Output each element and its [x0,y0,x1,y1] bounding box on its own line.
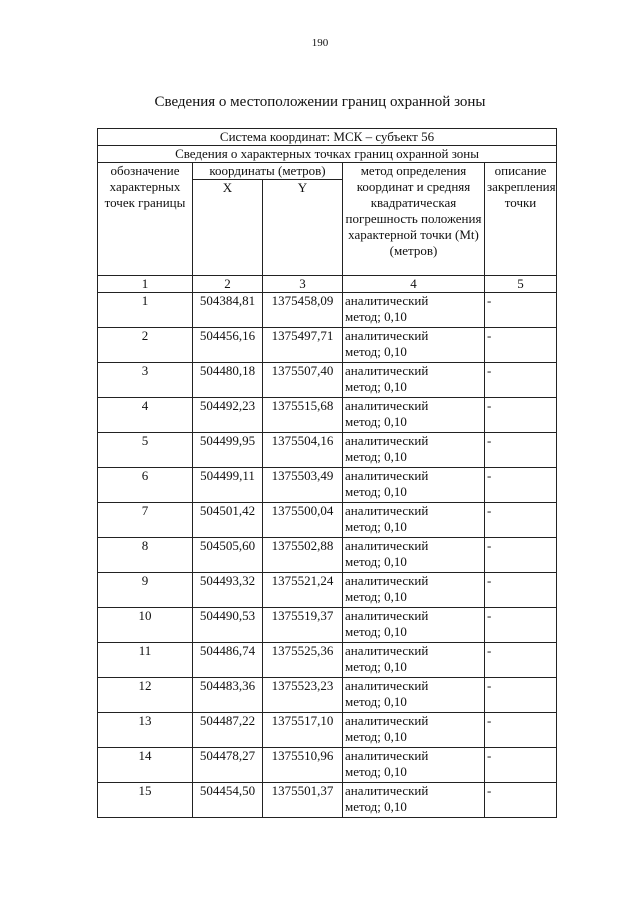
x-coordinate: 504499,95 [193,433,263,468]
method-line: метод; 0,10 [345,379,407,394]
x-column-header: X [193,180,263,276]
method-cell [343,748,485,783]
table-row [98,503,557,538]
method-line: метод; 0,10 [345,624,407,639]
description-cell: - [485,678,557,713]
x-coordinate: 504490,53 [193,608,263,643]
method-line: аналитический [345,573,429,588]
point-number: 6 [98,468,193,503]
method-line: метод; 0,10 [345,484,407,499]
x-coordinate: 504492,23 [193,398,263,433]
method-cell [343,503,485,538]
method-line: аналитический [345,748,429,763]
column-number: 1 [98,276,193,293]
x-coordinate: 504384,81 [193,293,263,328]
x-coordinate: 504487,22 [193,713,263,748]
method-line: метод; 0,10 [345,589,407,604]
method-line: метод; 0,10 [345,414,407,429]
y-coordinate: 1375517,10 [263,713,343,748]
x-coordinate: 504486,74 [193,643,263,678]
point-number: 1 [98,293,193,328]
method-line: метод; 0,10 [345,554,407,569]
table-row [98,538,557,573]
point-number: 13 [98,713,193,748]
point-number: 7 [98,503,193,538]
x-coordinate: 504483,36 [193,678,263,713]
point-number: 10 [98,608,193,643]
column-number: 2 [193,276,263,293]
method-cell [343,468,485,503]
y-column-header: Y [263,180,343,276]
y-coordinate: 1375500,04 [263,503,343,538]
description-cell: - [485,328,557,363]
point-number: 9 [98,573,193,608]
y-coordinate: 1375497,71 [263,328,343,363]
x-coordinate: 504454,50 [193,783,263,818]
method-line: аналитический [345,433,429,448]
coordinates-column-header: координаты (метров) [193,163,343,180]
characteristic-points-header: Сведения о характерных точках границ охранной зоны [98,146,557,163]
method-cell [343,573,485,608]
coordinates-table [97,128,557,818]
y-coordinate: 1375523,23 [263,678,343,713]
method-cell [343,328,485,363]
method-cell [343,678,485,713]
point-number: 15 [98,783,193,818]
description-cell: - [485,538,557,573]
method-line: аналитический [345,468,429,483]
method-line: метод; 0,10 [345,799,407,814]
y-coordinate: 1375507,40 [263,363,343,398]
table-row [98,398,557,433]
designation-column-header: обозначение характерных точек границы [98,163,193,276]
method-line: аналитический [345,503,429,518]
y-coordinate: 1375525,36 [263,643,343,678]
method-line: аналитический [345,608,429,623]
method-line: аналитический [345,293,429,308]
method-cell [343,433,485,468]
y-coordinate: 1375502,88 [263,538,343,573]
description-column-header: описание закрепления точки [485,163,557,276]
x-coordinate: 504505,60 [193,538,263,573]
table-row [98,643,557,678]
y-coordinate: 1375503,49 [263,468,343,503]
table-row [98,608,557,643]
point-number: 8 [98,538,193,573]
method-line: аналитический [345,363,429,378]
point-number: 2 [98,328,193,363]
description-cell: - [485,748,557,783]
x-coordinate: 504478,27 [193,748,263,783]
description-cell: - [485,643,557,678]
method-cell [343,538,485,573]
table-row [98,713,557,748]
point-number: 11 [98,643,193,678]
y-coordinate: 1375458,09 [263,293,343,328]
method-line: метод; 0,10 [345,309,407,324]
document-title: Сведения о местоположении границ охранной зоны [154,94,486,110]
method-line: метод; 0,10 [345,519,407,534]
x-coordinate: 504501,42 [193,503,263,538]
column-number-row [98,276,557,293]
y-coordinate: 1375521,24 [263,573,343,608]
table-row [98,468,557,503]
column-number: 5 [485,276,557,293]
description-cell: - [485,468,557,503]
method-line: метод; 0,10 [345,449,407,464]
y-coordinate: 1375510,96 [263,748,343,783]
method-line: аналитический [345,538,429,553]
y-coordinate: 1375519,37 [263,608,343,643]
table-row [98,328,557,363]
table-row [98,783,557,818]
table-row [98,363,557,398]
table-row [98,293,557,328]
method-line: аналитический [345,398,429,413]
page-number: 190 [311,37,329,49]
table-row [98,678,557,713]
point-number: 12 [98,678,193,713]
method-cell [343,643,485,678]
x-coordinate: 504480,18 [193,363,263,398]
method-line: аналитический [345,783,429,798]
method-line: аналитический [345,678,429,693]
method-line: метод; 0,10 [345,694,407,709]
table-row [98,433,557,468]
table-row [98,573,557,608]
x-coordinate: 504493,32 [193,573,263,608]
coordinate-system-header: Система координат: МСК – субъект 56 [98,129,557,146]
y-coordinate: 1375504,16 [263,433,343,468]
point-number: 3 [98,363,193,398]
description-cell: - [485,433,557,468]
method-column-header: метод определения координат и средняя квадратическая погрешность положения характерной точки (Mt) (метров) [343,163,485,276]
description-cell: - [485,783,557,818]
description-cell: - [485,608,557,643]
method-line: аналитический [345,643,429,658]
y-coordinate: 1375515,68 [263,398,343,433]
description-cell: - [485,573,557,608]
method-cell [343,713,485,748]
table-row [98,748,557,783]
method-line: метод; 0,10 [345,764,407,779]
method-cell [343,398,485,433]
point-number: 4 [98,398,193,433]
description-cell: - [485,713,557,748]
point-number: 5 [98,433,193,468]
method-cell [343,363,485,398]
method-line: аналитический [345,713,429,728]
method-line: метод; 0,10 [345,344,407,359]
description-cell: - [485,503,557,538]
y-coordinate: 1375501,37 [263,783,343,818]
method-line: аналитический [345,328,429,343]
description-cell: - [485,398,557,433]
method-cell [343,783,485,818]
x-coordinate: 504456,16 [193,328,263,363]
point-number: 14 [98,748,193,783]
method-cell [343,293,485,328]
method-cell [343,608,485,643]
method-line: метод; 0,10 [345,729,407,744]
description-cell: - [485,363,557,398]
method-line: метод; 0,10 [345,659,407,674]
x-coordinate: 504499,11 [193,468,263,503]
column-number: 3 [263,276,343,293]
description-cell: - [485,293,557,328]
column-number: 4 [343,276,485,293]
